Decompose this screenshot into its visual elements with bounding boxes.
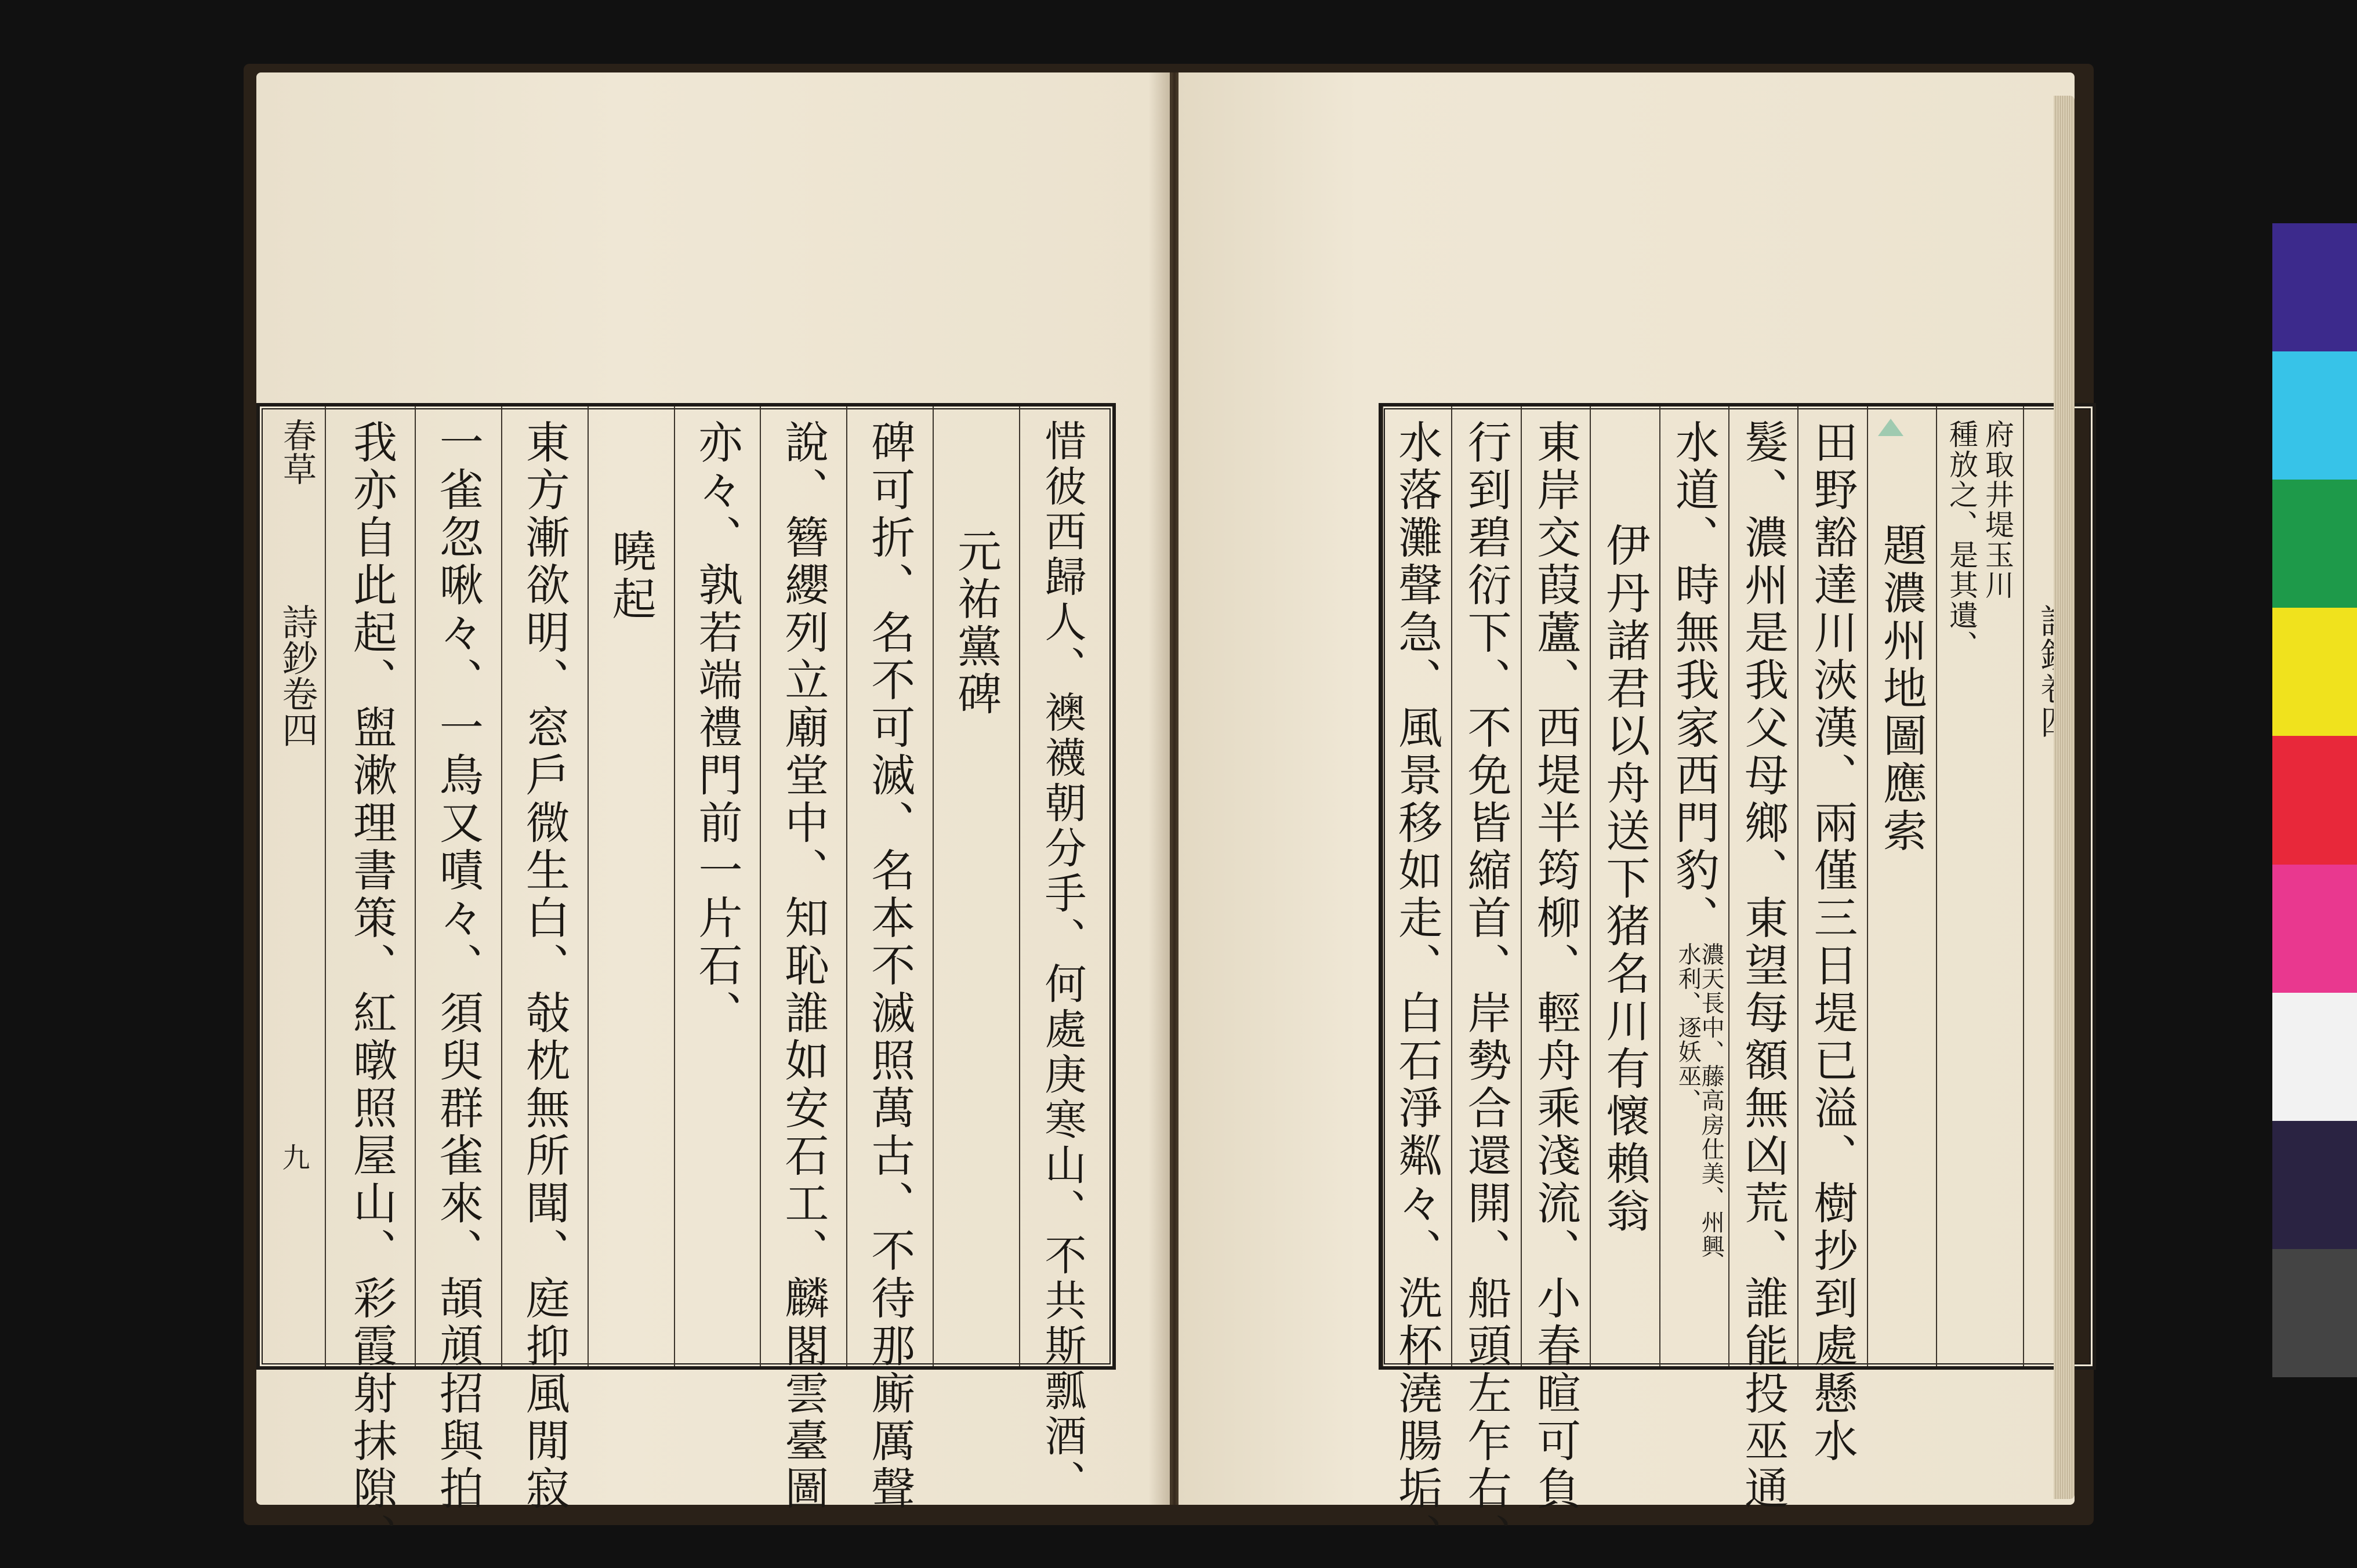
column-text: 我亦自此起、盥漱理書策、紅暾照屋山、彩霞射抹隙、 xyxy=(346,419,398,1560)
text-column xyxy=(1382,406,1451,1560)
color-swatch xyxy=(2272,480,2357,608)
column-text: 髮、濃州是我父母鄉、東望每額無凶荒、誰能投巫通 xyxy=(1737,419,1789,1513)
column-text: 亦々、孰若端禮門前一片石、 xyxy=(691,419,743,1037)
left-text-columns xyxy=(328,406,1112,1560)
color-swatch xyxy=(2272,865,2357,993)
column-text: 東岸交葭蘆、西堤半筠柳、輕舟乘淺流、小春暄可負 xyxy=(1529,419,1582,1513)
text-column xyxy=(328,406,415,1560)
text-column xyxy=(415,406,501,1513)
color-swatch xyxy=(2272,993,2357,1121)
header-note-text: 府取井堤玉川 xyxy=(1981,419,2014,600)
text-column xyxy=(933,406,1019,1366)
left-page xyxy=(256,72,1170,1560)
right-page-frame xyxy=(1379,403,2096,1560)
left-page-number: 九 xyxy=(277,1143,310,1171)
column-text: 一雀忽啾々、一鳥又嘖々、須臾群雀來、頡頏招與拍 xyxy=(432,419,484,1513)
column-text: 水道、時無我家西門豹、 xyxy=(1668,419,1720,942)
text-column xyxy=(1867,406,1936,1366)
column-text: 行到碧衍下、不免皆縮首、岸勢合還開、船頭左乍右、 xyxy=(1460,419,1513,1560)
left-spine-title: 春草 xyxy=(277,418,317,485)
color-swatch xyxy=(2272,1249,2357,1377)
right-page xyxy=(1178,72,2075,1560)
ink-mark xyxy=(1878,419,1903,436)
text-column xyxy=(760,406,846,1513)
color-calibration-chart xyxy=(2272,223,2357,1377)
left-spine-book: 詩鈔卷四 xyxy=(276,604,318,747)
text-column xyxy=(1797,406,1866,1465)
text-column xyxy=(1590,406,1659,1366)
column-text: 東方漸欲明、窓戶微生白、敧枕無所聞、庭抑風閒寂 xyxy=(518,419,571,1513)
column-text: 元祐黨碑 xyxy=(950,528,1002,718)
text-column xyxy=(1659,406,1728,1366)
column-text: 田野豁達川浹漢、兩僅三日堤已溢、樹抄到處懸水 xyxy=(1806,419,1858,1465)
color-swatch xyxy=(2272,608,2357,736)
column-text: 伊丹諸君以舟送下猪名川有懷賴翁 xyxy=(1598,522,1651,1236)
color-swatch xyxy=(2272,736,2357,864)
page-edges xyxy=(2054,96,2075,1499)
text-column xyxy=(1521,406,1590,1513)
text-column xyxy=(501,406,588,1513)
column-text-continued: 寒山、不共斯瓢酒、 xyxy=(1038,1098,1087,1505)
column-text: 碑可折、名不可滅、名本不滅照萬古、不待那廝厲聲 xyxy=(864,419,916,1513)
header-note-text: 種放之、是其遺、 xyxy=(1945,419,1978,660)
column-text: 惜彼西歸人、襖襪朝分手、何處庚 xyxy=(1038,419,1087,1098)
color-swatch xyxy=(2272,223,2357,351)
column-text: 題濃州地圖應索 xyxy=(1876,522,1928,855)
annotation-note: 濃天長中、藤高房仕美、州興水利、逐妖巫、 xyxy=(1674,942,1725,1259)
right-text-columns xyxy=(1382,406,2023,1560)
column-text: 曉起 xyxy=(605,528,657,623)
color-swatch xyxy=(2272,351,2357,480)
text-column xyxy=(1451,406,1520,1560)
text-column xyxy=(588,406,674,1366)
column-text: 說、簪纓列立廟堂中、知恥誰如安石工、麟閣雲臺圖 xyxy=(777,419,829,1513)
left-page-frame xyxy=(256,403,1116,1560)
book xyxy=(244,64,2094,1560)
header-note-column xyxy=(1936,406,2023,1366)
text-column xyxy=(1019,406,1105,1505)
text-column xyxy=(846,406,933,1513)
color-swatch xyxy=(2272,1121,2357,1249)
column-text: 水落灘聲急、風景移如走、白石淨粼々、洗杯澆腸垢、 xyxy=(1391,419,1443,1560)
text-column xyxy=(674,406,760,1366)
text-column xyxy=(1728,406,1797,1513)
